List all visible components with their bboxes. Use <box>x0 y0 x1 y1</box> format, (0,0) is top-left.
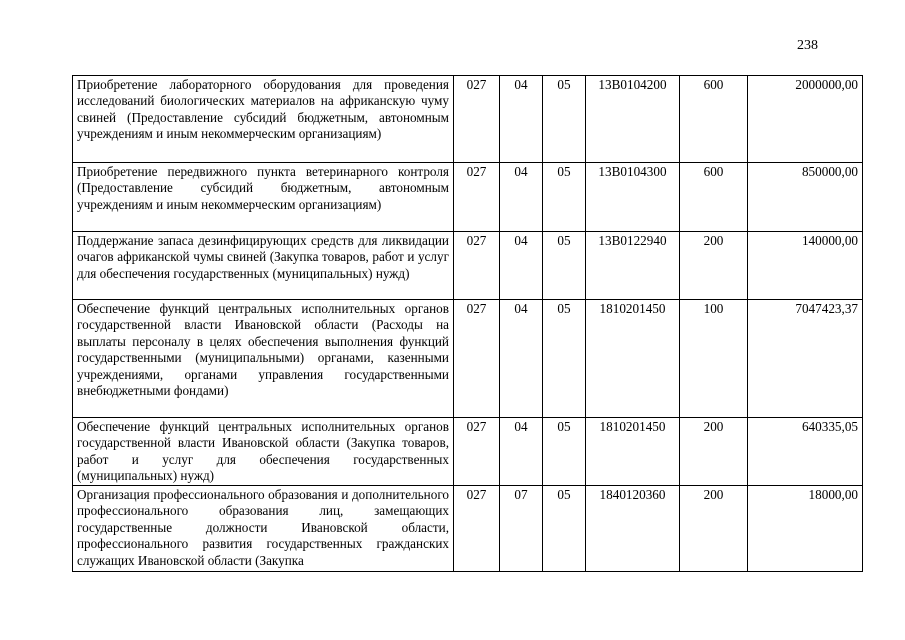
row-expense-type: 100 <box>680 300 748 418</box>
row-target-article: 13В0104200 <box>586 76 680 163</box>
row-amount: 7047423,37 <box>748 300 863 418</box>
row-amount: 140000,00 <box>748 232 863 300</box>
row-section-code: 04 <box>500 418 543 486</box>
row-grbs-code: 027 <box>454 300 500 418</box>
table-row <box>73 76 863 163</box>
row-expense-type: 600 <box>680 163 748 232</box>
row-subsection-code: 05 <box>543 76 586 163</box>
row-description: Организация профессионального образования и дополнительного профессионального образования лиц, замещающих государственные должности Ивановской области, профессионального развития государственных гражданских служащих Ивановской области (Закупка <box>73 486 454 572</box>
row-subsection-code: 05 <box>543 163 586 232</box>
row-target-article: 1840120360 <box>586 486 680 572</box>
table-row <box>73 486 863 572</box>
row-grbs-code: 027 <box>454 76 500 163</box>
row-target-article: 13В0122940 <box>586 232 680 300</box>
row-description: Приобретение передвижного пункта ветеринарного контроля (Предоставление субсидий бюджетным, автономным учреждениям и иным некоммерческим организациям) <box>73 163 454 232</box>
row-amount: 640335,05 <box>748 418 863 486</box>
row-grbs-code: 027 <box>454 163 500 232</box>
row-expense-type: 200 <box>680 418 748 486</box>
table-row <box>73 300 863 418</box>
page-number: 238 <box>797 38 818 53</box>
row-description: Приобретение лабораторного оборудования для проведения исследований биологических материалов на африканскую чуму свиней (Предоставление субсидий бюджетным, автономным учреждениям и иным некоммерческим организациям) <box>73 76 454 163</box>
row-amount: 2000000,00 <box>748 76 863 163</box>
table-row <box>73 232 863 300</box>
row-subsection-code: 05 <box>543 232 586 300</box>
row-target-article: 1810201450 <box>586 418 680 486</box>
row-section-code: 04 <box>500 232 543 300</box>
row-grbs-code: 027 <box>454 418 500 486</box>
row-amount: 18000,00 <box>748 486 863 572</box>
row-expense-type: 200 <box>680 232 748 300</box>
row-target-article: 13В0104300 <box>586 163 680 232</box>
row-amount: 850000,00 <box>748 163 863 232</box>
row-grbs-code: 027 <box>454 486 500 572</box>
budget-table <box>72 75 863 572</box>
row-section-code: 04 <box>500 300 543 418</box>
table-row <box>73 163 863 232</box>
row-description: Обеспечение функций центральных исполнительных органов государственной власти Ивановской области (Закупка товаров, работ и услуг для обеспечения государственных (муниципальных) нужд) <box>73 418 454 486</box>
row-grbs-code: 027 <box>454 232 500 300</box>
row-description: Поддержание запаса дезинфицирующих средств для ликвидации очагов африканской чумы свиней (Закупка товаров, работ и услуг для обеспечения государственных (муниципальных) нужд) <box>73 232 454 300</box>
row-expense-type: 600 <box>680 76 748 163</box>
row-section-code: 04 <box>500 163 543 232</box>
row-subsection-code: 05 <box>543 486 586 572</box>
row-target-article: 1810201450 <box>586 300 680 418</box>
table-row <box>73 418 863 486</box>
row-expense-type: 200 <box>680 486 748 572</box>
row-subsection-code: 05 <box>543 300 586 418</box>
row-section-code: 07 <box>500 486 543 572</box>
row-subsection-code: 05 <box>543 418 586 486</box>
row-section-code: 04 <box>500 76 543 163</box>
row-description: Обеспечение функций центральных исполнительных органов государственной власти Ивановской области (Расходы на выплаты персоналу в целях обеспечения выполнения функций государственными (муниципальными) органами, казенными учреждениями, органами управления государственными внебюджетными фондами) <box>73 300 454 418</box>
